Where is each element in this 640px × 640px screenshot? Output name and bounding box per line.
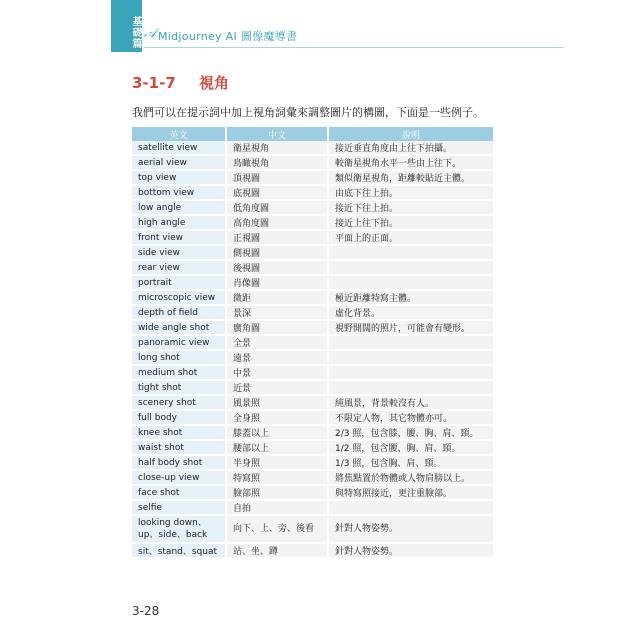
- cell-description: 針對人物姿勢。: [328, 515, 494, 543]
- table-row: [132, 350, 494, 365]
- cell-chinese: 低角度圖: [226, 200, 328, 215]
- cell-english: high angle: [132, 215, 226, 230]
- table-row: [132, 155, 494, 170]
- cell-chinese: 全景: [226, 335, 328, 350]
- cell-description: 視野開闊的照片，可能會有變形。: [328, 320, 494, 335]
- section-heading: [132, 72, 229, 93]
- cell-english: full body: [132, 410, 226, 425]
- cell-chinese: 後視圖: [226, 260, 328, 275]
- table-row: [132, 485, 494, 500]
- cell-english: sit、stand、squat: [132, 543, 226, 558]
- table-row: [132, 500, 494, 515]
- table-header-row: [132, 127, 494, 141]
- table-row: [132, 290, 494, 305]
- cell-chinese: 臉部照: [226, 485, 328, 500]
- cell-chinese: 微距: [226, 290, 328, 305]
- cell-description: 1/2 照，包含腰、胸、肩、頸。: [328, 440, 494, 455]
- cell-description: 由底下往上拍。: [328, 185, 494, 200]
- cell-description: 較衛星視角水平一些由上往下。: [328, 155, 494, 170]
- chapter-tab: 基礎篇: [111, 0, 142, 52]
- cell-description: 與特寫照接近，更注重臉部。: [328, 485, 494, 500]
- intro-paragraph: 我們可以在提示詞中加上視角詞彙來調整圖片的構圖，下面是一些例子。: [132, 106, 484, 119]
- table-row: [132, 543, 494, 558]
- header-divider: [144, 47, 564, 48]
- cell-english: wide angle shot: [132, 320, 226, 335]
- cell-english: bottom view: [132, 185, 226, 200]
- cell-description: 虛化背景。: [328, 305, 494, 320]
- table-row: [132, 425, 494, 440]
- cell-chinese: 膝蓋以上: [226, 425, 328, 440]
- table-row: [132, 215, 494, 230]
- cell-english: waist shot: [132, 440, 226, 455]
- page-number: 3-28: [132, 604, 160, 618]
- book-title: Midjourney AI 圖像魔導書: [158, 30, 298, 43]
- cell-description: 接近垂直角度由上往下拍攝。: [328, 141, 494, 155]
- cell-chinese: 特寫照: [226, 470, 328, 485]
- cell-chinese: 站、坐、蹲: [226, 543, 328, 558]
- cell-english: looking down、up、side、back: [132, 515, 226, 543]
- cell-english: low angle: [132, 200, 226, 215]
- cell-english: knee shot: [132, 425, 226, 440]
- cell-chinese: 全身照: [226, 410, 328, 425]
- cell-english: close-up view: [132, 470, 226, 485]
- cell-description: [328, 500, 494, 515]
- cell-english: depth of field: [132, 305, 226, 320]
- table-row: [132, 515, 494, 543]
- cell-chinese: 正視圖: [226, 230, 328, 245]
- cell-english: rear view: [132, 260, 226, 275]
- section-title: 視角: [199, 74, 230, 92]
- cell-english: tight shot: [132, 380, 226, 395]
- cell-english: portrait: [132, 275, 226, 290]
- cell-chinese: 腰部以上: [226, 440, 328, 455]
- cell-description: 將焦點置於物體或人物肩膀以上。: [328, 470, 494, 485]
- cell-english: side view: [132, 245, 226, 260]
- cell-description: [328, 380, 494, 395]
- cell-english: front view: [132, 230, 226, 245]
- cell-chinese: 遠景: [226, 350, 328, 365]
- cell-english: half body shot: [132, 455, 226, 470]
- cell-description: [328, 245, 494, 260]
- table-row: [132, 335, 494, 350]
- column-header-chinese: 中文: [226, 127, 328, 141]
- cell-english: satellite view: [132, 141, 226, 155]
- table-row: [132, 410, 494, 425]
- cell-description: [328, 260, 494, 275]
- table-row: [132, 440, 494, 455]
- cell-description: 類似衛星視角，距離較貼近主體。: [328, 170, 494, 185]
- cell-description: 接近上往下拍。: [328, 215, 494, 230]
- cell-chinese: 近景: [226, 380, 328, 395]
- table-row: [132, 380, 494, 395]
- cell-description: 極近距離特寫主體。: [328, 290, 494, 305]
- cell-chinese: 側視圖: [226, 245, 328, 260]
- cell-description: [328, 275, 494, 290]
- cell-english: long shot: [132, 350, 226, 365]
- cell-chinese: 底視圖: [226, 185, 328, 200]
- table-row: [132, 320, 494, 335]
- viewpoint-table: [132, 127, 495, 559]
- cell-chinese: 頂視圖: [226, 170, 328, 185]
- table-row: [132, 141, 494, 155]
- cell-description: 2/3 照，包含膝、腰、胸、肩、頸。: [328, 425, 494, 440]
- cell-english: panoramic view: [132, 335, 226, 350]
- cell-english: selfie: [132, 500, 226, 515]
- table-row: [132, 245, 494, 260]
- cell-chinese: 廣角圖: [226, 320, 328, 335]
- cell-description: 不限定人物，其它物體亦可。: [328, 410, 494, 425]
- cell-chinese: 肖像圖: [226, 275, 328, 290]
- column-header-description: 說明: [328, 127, 494, 141]
- cell-description: 1/3 照，包含胸、肩、頸。: [328, 455, 494, 470]
- column-header-english: 英文: [132, 127, 226, 141]
- cell-chinese: 衛星視角: [226, 141, 328, 155]
- table-row: [132, 185, 494, 200]
- cell-english: face shot: [132, 485, 226, 500]
- cell-description: 平面上的正面。: [328, 230, 494, 245]
- cell-english: microscopic view: [132, 290, 226, 305]
- cell-chinese: 高角度圖: [226, 215, 328, 230]
- cell-chinese: 中景: [226, 365, 328, 380]
- table-row: [132, 305, 494, 320]
- table-row: [132, 365, 494, 380]
- cell-english: scenery shot: [132, 395, 226, 410]
- table-row: [132, 260, 494, 275]
- section-number: 3-1-7: [132, 74, 176, 92]
- cell-description: 針對人物姿勢。: [328, 543, 494, 558]
- cell-chinese: 景深: [226, 305, 328, 320]
- cell-chinese: 半身照: [226, 455, 328, 470]
- cell-chinese: 風景照: [226, 395, 328, 410]
- table-row: [132, 395, 494, 410]
- table-row: [132, 275, 494, 290]
- cell-description: [328, 350, 494, 365]
- table-row: [132, 170, 494, 185]
- table-row: [132, 230, 494, 245]
- ai-logo-icon: 𝒜: [144, 26, 157, 41]
- cell-description: [328, 365, 494, 380]
- cell-description: 接近下往上拍。: [328, 200, 494, 215]
- cell-chinese: 鳥瞰視角: [226, 155, 328, 170]
- cell-description: [328, 335, 494, 350]
- cell-english: medium shot: [132, 365, 226, 380]
- cell-chinese: 自拍: [226, 500, 328, 515]
- cell-english: top view: [132, 170, 226, 185]
- table-row: [132, 470, 494, 485]
- table-row: [132, 200, 494, 215]
- table-row: [132, 455, 494, 470]
- cell-chinese: 向下、上、旁、後看: [226, 515, 328, 543]
- cell-english: aerial view: [132, 155, 226, 170]
- cell-description: 純風景，背景較沒有人。: [328, 395, 494, 410]
